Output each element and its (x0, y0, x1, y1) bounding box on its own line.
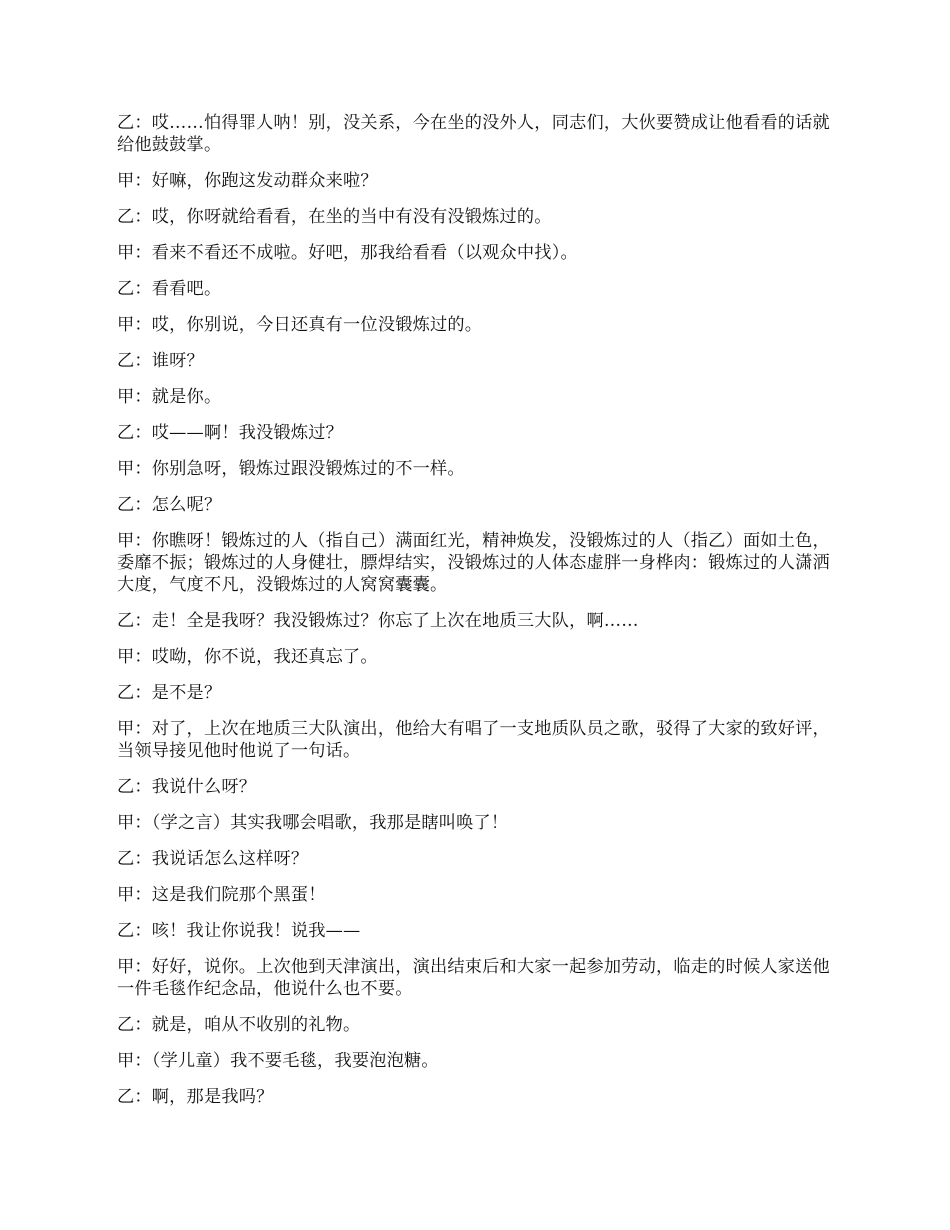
dialogue-line: 乙：是不是？ (117, 683, 222, 703)
dialogue-line: 甲：就是你。 (117, 387, 222, 407)
dialogue-line: 甲：（学之言）其实我哪会唱歌，我那是瞎叫唤了！ (117, 813, 509, 833)
dialogue-line: 乙：我说什么呀？ (117, 777, 257, 797)
dialogue-line: 乙：哎——啊！我没锻炼过？ (117, 423, 344, 443)
dialogue-line: 甲：哎呦，你不说，我还真忘了。 (117, 647, 378, 667)
dialogue-line: 乙：谁呀？ (117, 351, 204, 371)
dialogue-line: 乙：我说话怎么这样呀？ (117, 849, 309, 869)
dialogue-line: 甲：这是我们院那个黑蛋！ (117, 885, 326, 905)
dialogue-line: 乙：哎……怕得罪人呐！别，没关系，今在坐的没外人，同志们，大伙要赞成让他看看的话就给他鼓鼓掌。 (117, 113, 830, 155)
dialogue-line: 乙：看看吧。 (117, 279, 222, 299)
dialogue-line: 乙：就是，咱从不收别的礼物。 (117, 1015, 361, 1035)
dialogue-line: 甲：好好，说你。上次他到天津演出，演出结束后和大家一起参加劳动，临走的时候人家送他一件毛毯作纪念品，他说什么也不要。 (117, 957, 830, 999)
dialogue-line: 甲：对了，上次在地质三大队演出，他给大有唱了一支地质队员之歌，驳得了大家的致好评，当领导接见他时他说了一句话。 (117, 719, 830, 761)
dialogue-line: 甲：你别急呀，锻炼过跟没锻炼过的不一样。 (117, 459, 465, 479)
dialogue-line: 乙：啊，那是我吗？ (117, 1087, 274, 1107)
dialogue-line: 乙：哎，你呀就给看看，在坐的当中有没有没锻炼过的。 (117, 207, 552, 227)
dialogue-line: 乙：怎么呢？ (117, 495, 222, 515)
dialogue-line: 甲：好嘛，你跑这发动群众来啦？ (117, 171, 378, 191)
dialogue-line: 甲：哎，你别说，今日还真有一位没锻炼过的。 (117, 315, 483, 335)
dialogue-body (117, 112, 840, 1108)
dialogue-line: 甲：看来不看还不成啦。好吧，那我给看看（以观众中找）。 (117, 243, 578, 263)
dialogue-line: 甲：（学儿童）我不要毛毯，我要泡泡糖。 (117, 1051, 439, 1071)
dialogue-line: 乙：咳！我让你说我！说我—— (117, 921, 361, 941)
dialogue-line: 乙：走！全是我呀？我没锻炼过？你忘了上次在地质三大队，啊…… (117, 611, 639, 631)
dialogue-line: 甲：你瞧呀！锻炼过的人（指自己）满面红光，精神焕发，没锻炼过的人（指乙）面如土色，委靡不振；锻炼过的人身健壮，膘焊结实，没锻炼过的人体态虚胖一身桦肉：锻炼过的人潇洒大度，气度不凡，没锻炼过的人窝窝囊囊。 (117, 531, 830, 595)
